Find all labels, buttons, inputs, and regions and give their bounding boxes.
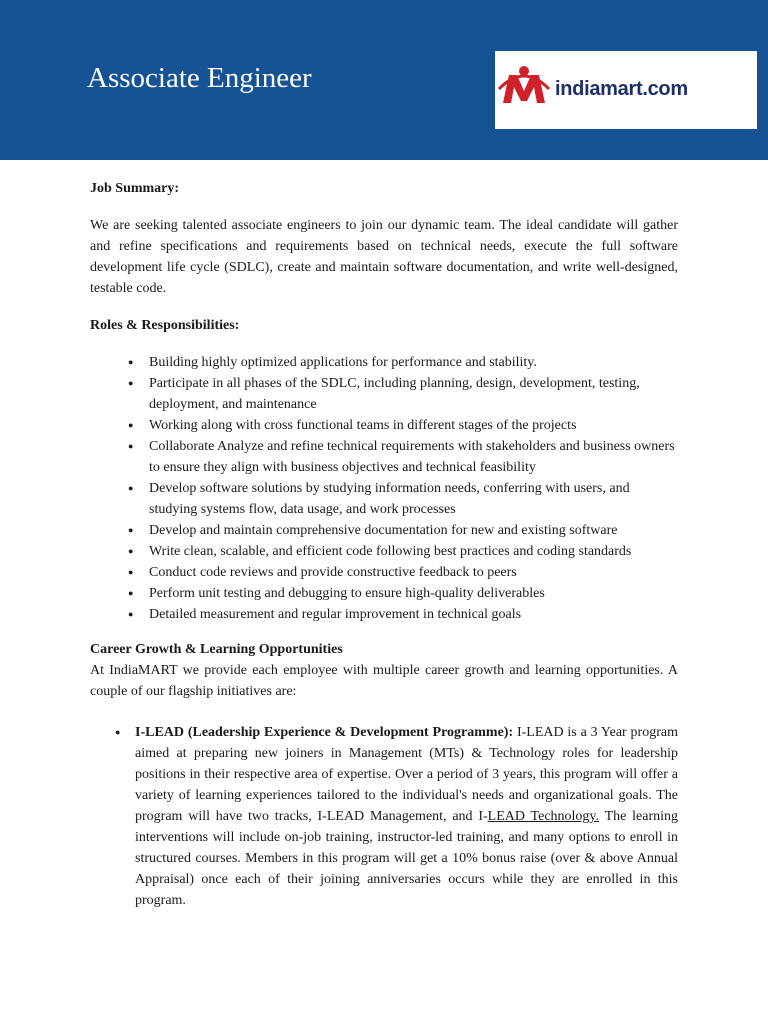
list-item: ● Develop software solutions by studying information needs, conferring with users, and studying systems flow, data usage, and work processes (149, 478, 678, 520)
list-item: ● Building highly optimized applications for performance and stability. (149, 352, 678, 373)
roles-heading: Roles & Responsibilities: (90, 318, 240, 333)
program-text: I-LEAD is a 3 Year program aimed at preparing new joiners in Management (MTs) & Technology roles for leadership positions in their respective area of expertise. Over a period of 3 years, this program will offer a variety of learning experiences tailored to the individual's needs and organizational goals. The program will have two tracks, I-LEAD Management, and I- (135, 725, 678, 824)
career-intro: At IndiaMART we provide each employee with multiple career growth and learning opportunities. A couple of our flagship initiatives are: (90, 663, 678, 699)
list-item: ● Conduct code reviews and provide constructive feedback to peers (149, 562, 678, 583)
list-item: ● Participate in all phases of the SDLC, including planning, design, development, testing, deployment, and maintenance (149, 373, 678, 415)
career-heading: Career Growth & Learning Opportunities (90, 642, 343, 657)
list-item: ● Write clean, scalable, and efficient code following best practices and coding standards (149, 541, 678, 562)
list-item: ● Collaborate Analyze and refine technical requirements with stakeholders and business owners to ensure they align with business objectives and technical feasibility (149, 436, 678, 478)
program-title: I-LEAD (Leadership Experience & Development Programme): (135, 725, 514, 740)
roles-list (90, 352, 678, 625)
company-logo (495, 51, 757, 129)
logo-wordmark: indiamart.com (555, 78, 688, 100)
programs-list (90, 722, 678, 911)
list-item: ● Detailed measurement and regular improvement in technical goals (149, 604, 678, 625)
program-text-continued: The learning interventions will include on-job training, instructor-led training, and many options to enroll in structured courses. Members in this program will get a 10% bonus raise (over & above Annual Appraisal) once each of their joining anniversaries occurs while they are enrolled in this program. (135, 809, 678, 908)
document-body (90, 178, 678, 911)
program-text-underlined: LEAD Technology. (487, 809, 600, 824)
page-title: Associate Engineer (87, 62, 312, 94)
job-summary-heading: Job Summary: (90, 181, 180, 196)
header-banner (0, 0, 768, 160)
job-summary-text: We are seeking talented associate engineers to join our dynamic team. The ideal candidate will gather and refine specifications and requirements based on technical needs, execute the full software development life cycle (SDLC), create and maintain software documentation, and write well-designed, testable code. (90, 218, 678, 296)
list-item (135, 722, 678, 911)
list-item: ● Working along with cross functional teams in different stages of the projects (149, 415, 678, 436)
list-item: ● Perform unit testing and debugging to ensure high-quality deliverables (149, 583, 678, 604)
list-item: ● Develop and maintain comprehensive documentation for new and existing software (149, 520, 678, 541)
